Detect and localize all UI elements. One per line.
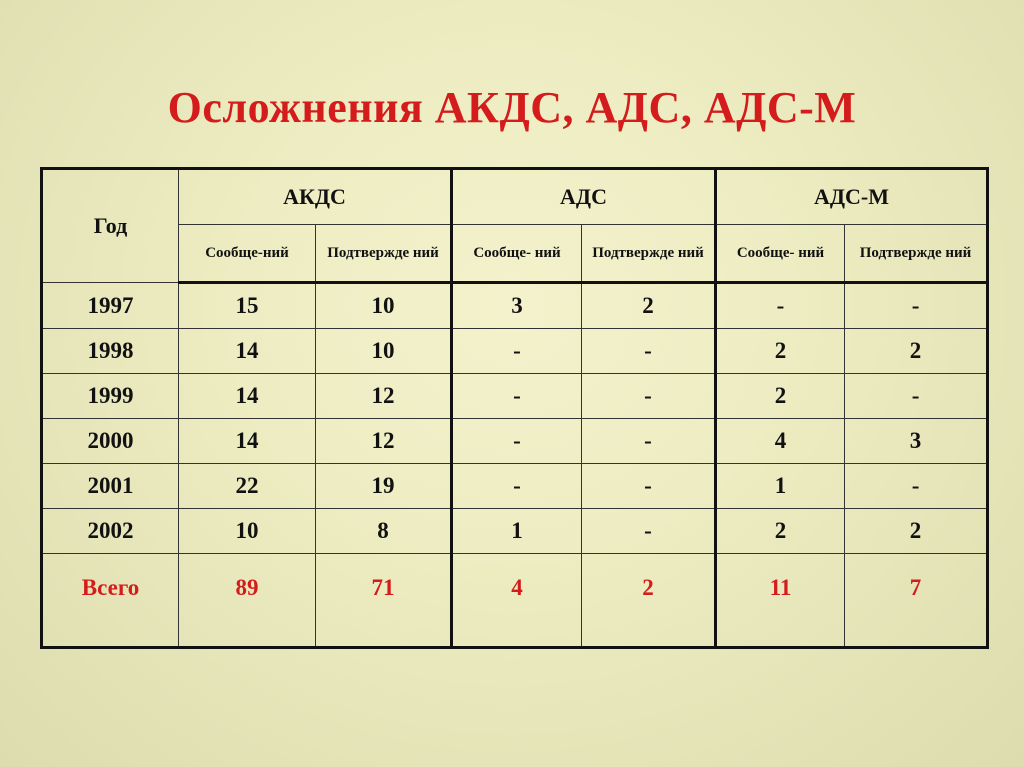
table-cell: -	[582, 374, 716, 419]
year-cell: 1999	[42, 374, 179, 419]
table-cell: -	[716, 283, 845, 329]
table-cell: 2	[582, 283, 716, 329]
header-row-subcolumns	[42, 225, 988, 283]
table-cell: 10	[316, 283, 452, 329]
total-row	[42, 554, 988, 648]
slide-title: Осложнения АКДС, АДС, АДС-М	[167, 83, 857, 132]
total-cell: 89	[179, 554, 316, 648]
table-cell: 14	[179, 419, 316, 464]
table-cell: -	[845, 464, 988, 509]
year-cell: 1998	[42, 329, 179, 374]
group-header-akds: АКДС	[179, 169, 452, 225]
table-cell: 12	[316, 419, 452, 464]
table-cell: 10	[179, 509, 316, 554]
table-cell: 14	[179, 374, 316, 419]
subheader-confirmed: Подтвержде ний	[316, 225, 452, 283]
subheader-confirmed: Подтвержде ний	[845, 225, 988, 283]
year-cell: 2002	[42, 509, 179, 554]
table-cell: -	[452, 329, 582, 374]
table-cell: 15	[179, 283, 316, 329]
table-row	[42, 464, 988, 509]
table-cell: 3	[845, 419, 988, 464]
table-cell: 2	[716, 329, 845, 374]
table-cell: 19	[316, 464, 452, 509]
table-row	[42, 329, 988, 374]
group-header-ads-m: АДС-М	[716, 169, 988, 225]
table-row	[42, 374, 988, 419]
year-header: Год	[42, 169, 179, 283]
table-cell: -	[582, 419, 716, 464]
table-cell: 22	[179, 464, 316, 509]
total-cell: 11	[716, 554, 845, 648]
table-cell: -	[452, 419, 582, 464]
total-label: Всего	[42, 554, 179, 648]
table-cell: 3	[452, 283, 582, 329]
table-cell: 1	[716, 464, 845, 509]
header-row-groups	[42, 169, 988, 225]
table-cell: 1	[452, 509, 582, 554]
subheader-reports: Сообще-ний	[179, 225, 316, 283]
complications-table	[40, 167, 989, 649]
year-cell: 2001	[42, 464, 179, 509]
table-cell: -	[582, 464, 716, 509]
table-row	[42, 419, 988, 464]
table-row	[42, 509, 988, 554]
table-cell: 4	[716, 419, 845, 464]
table-cell: 2	[845, 509, 988, 554]
subheader-reports: Сообще- ний	[716, 225, 845, 283]
table-cell: 14	[179, 329, 316, 374]
total-cell: 4	[452, 554, 582, 648]
table-cell: -	[582, 329, 716, 374]
year-cell: 1997	[42, 283, 179, 329]
table-cell: 2	[716, 509, 845, 554]
group-header-ads: АДС	[452, 169, 716, 225]
table-cell: -	[452, 374, 582, 419]
table-row	[42, 283, 988, 329]
table-cell: 10	[316, 329, 452, 374]
table-cell: -	[452, 464, 582, 509]
subheader-reports: Сообще- ний	[452, 225, 582, 283]
subheader-confirmed: Подтвержде ний	[582, 225, 716, 283]
table-cell: -	[845, 374, 988, 419]
table-cell: 2	[845, 329, 988, 374]
year-cell: 2000	[42, 419, 179, 464]
table-cell: -	[845, 283, 988, 329]
table-cell: 2	[716, 374, 845, 419]
table-cell: 8	[316, 509, 452, 554]
total-cell: 2	[582, 554, 716, 648]
table-cell: 12	[316, 374, 452, 419]
total-cell: 71	[316, 554, 452, 648]
table-cell: -	[582, 509, 716, 554]
total-cell: 7	[845, 554, 988, 648]
